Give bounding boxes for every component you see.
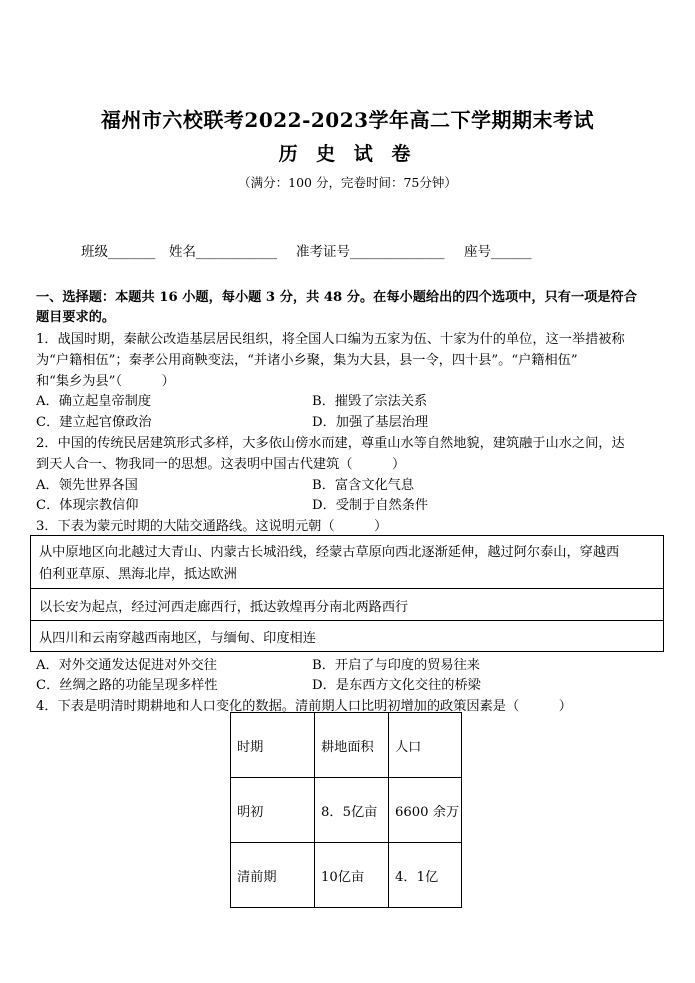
table-cell: 8．5亿亩 (315, 778, 389, 843)
table-cell: 6600 余万 (389, 778, 462, 843)
route-text: 从中原地区向北越过大青山、内蒙古长城沿线，经蒙古草原向西北逐渐延伸，越过阿尔泰山，穿越西 (39, 545, 620, 560)
table-row (231, 843, 462, 908)
route-row (30, 620, 664, 652)
q3-option-b: B．开启了与印度的贸易往来 (312, 658, 480, 673)
table-cell: 4．1亿 (389, 843, 462, 908)
q2-option-b: B．富含文化气息 (312, 478, 415, 493)
exam-number-field: 准考证号______________ (296, 244, 445, 260)
q2-stem: 2．中国的传统民居建筑形式多样，大多依山傍水而建，尊重山水等自然地貌，建筑融于山水之间，达 (36, 436, 625, 451)
q1-stem: 1．战国时期，秦献公改造基层居民组织，将全国人口编为五家为伍、十家为什的单位，这一举措被称 (36, 332, 625, 347)
route-text: 以长安为起点，经过河西走廊西行，抵达敦煌再分南北两路西行 (39, 600, 409, 615)
q4-stem: 4．下表是明清时期耕地和人口变化的数据。清前期人口比明初增加的政策因素是（ ） (36, 699, 572, 714)
route-text: 伯利亚草原、黑海北岸，抵达欧洲 (39, 567, 237, 582)
route-row (30, 535, 664, 589)
table-header-row (231, 713, 462, 778)
q1-option-d: D．加强了基层治理 (312, 415, 429, 430)
table-header-cell: 时期 (231, 713, 315, 778)
section-heading: 一、选择题：本题共 16 小题，每小题 3 分，共 48 分。在每小题给出的四个选项中，只有一项是符合 (36, 290, 637, 305)
table-cell: 明初 (231, 778, 315, 843)
q3-option-d: D．是东西方文化交往的桥梁 (312, 678, 481, 693)
route-row (30, 588, 664, 621)
q3-option-a: A．对外交通发达促进对外交往 (36, 658, 217, 673)
q2-option-a: A．领先世界各国 (36, 478, 138, 493)
q2-stem: 到天人合一、物我同一的思想。这表明中国古代建筑（ ） (36, 457, 406, 472)
score-note: （满分：100 分，完卷时间：75分钟） (238, 175, 457, 190)
table-cell: 清前期 (231, 843, 315, 908)
q1-option-a: A．确立起皇帝制度 (36, 394, 152, 409)
q3-stem: 3．下表为蒙元时期的大陆交通路线。这说明元朝（ ） (36, 519, 388, 534)
q1-option-c: C．建立起官僚政治 (36, 415, 152, 430)
q1-stem: 为“户籍相伍”；秦孝公用商鞅变法，“并诸小乡聚，集为大县，县一令，四十县”。“户籍相伍” (36, 353, 578, 368)
q3-option-c: C．丝绸之路的功能呈现多样性 (36, 678, 218, 693)
q2-option-d: D．受制于自然条件 (312, 498, 429, 513)
q1-option-b: B．摧毁了宗法关系 (312, 394, 428, 409)
seat-field: 座号______ (464, 244, 532, 260)
exam-title: 福州市六校联考2022-2023学年高二下学期期末考试 (100, 108, 595, 132)
route-text: 从四川和云南穿越西南地区，与缅甸、印度相连 (39, 631, 316, 646)
table-header-cell: 人口 (389, 713, 462, 778)
table-row (231, 778, 462, 843)
table-header-cell: 耕地面积 (315, 713, 389, 778)
name-field: 姓名____________ (169, 244, 277, 260)
table-cell: 10亿亩 (315, 843, 389, 908)
data-table (230, 712, 462, 908)
exam-subject: 历 史 试 卷 (278, 143, 417, 165)
q2-option-c: C．体现宗教信仰 (36, 498, 139, 513)
section-heading-cont: 题目要求的。 (36, 310, 116, 325)
class-field: 班级_______ (81, 244, 156, 260)
q1-stem: 和“集乡为县”（ ） (36, 374, 175, 389)
